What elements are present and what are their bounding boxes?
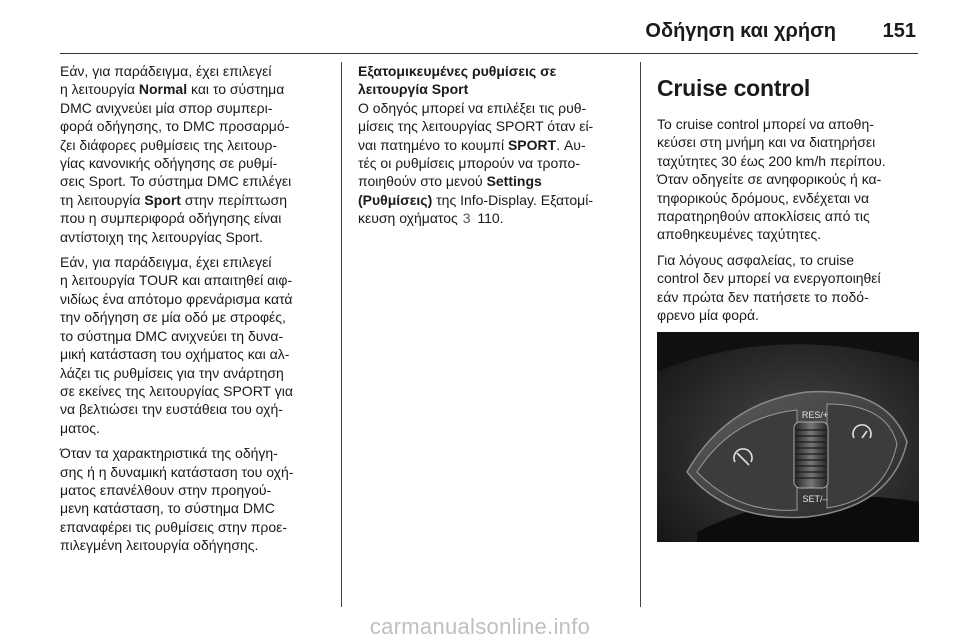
paragraph-cruise-intro [657, 115, 919, 244]
text-line: αποθηκευμένες ταχύτητες. [657, 226, 822, 243]
page-reference-icon: 3 [462, 210, 471, 227]
keyword-normal: Normal [138, 81, 188, 98]
keyword-settings: Settings [486, 173, 542, 190]
keyword-sport: Sport [144, 191, 181, 208]
text-line: να βελτιώσει την ευστάθεια του οχή- [60, 401, 283, 418]
text-line: τηφορικούς δρόμους, ενδέχεται να [657, 189, 870, 206]
text-line: φορά οδήγησης, το DMC προσαρμό- [60, 118, 290, 135]
text-line: ματος επανέλθουν στην προηγού- [60, 481, 272, 498]
paragraph-dmc-restore [60, 444, 332, 554]
text-line: τη λειτουργία Sport στην περίπτωση [60, 191, 288, 208]
column-divider-1 [341, 62, 342, 607]
text-line: Εάν, για παράδειγμα, έχει επιλεγεί [60, 254, 272, 271]
text-line: Εάν, για παράδειγμα, έχει επιλεγεί [60, 63, 272, 79]
text-line: μική κατάσταση του οχήματος και αλ- [60, 346, 290, 363]
text-line: ματος. [60, 419, 100, 436]
header-divider [60, 53, 918, 54]
text-line: σης ή η δυναμική κατάσταση του οχή- [60, 463, 294, 480]
text-line: η λειτουργία Normal και το σύστημα [60, 81, 285, 98]
text-line: Ο οδηγός μπορεί να επιλέξει τις ρυθ- [358, 99, 587, 116]
text-line: τές οι ρυθμίσεις μπορούν να τροπο- [358, 155, 580, 172]
paragraph-sport-settings [358, 99, 630, 228]
text-line: ναι πατημένο το κουμπί SPORT. Αυ- [358, 136, 586, 153]
keyword-sport-button: SPORT [507, 136, 557, 153]
text-line: ποιηθούν στο μενού Settings [358, 173, 542, 190]
text-line: DMC ανιχνεύει μία σπορ συμπερι- [60, 99, 273, 116]
text-line: φρενο μία φορά. [657, 307, 759, 324]
text-line: σεις Sport. Το σύστημα DMC επιλέγει [60, 173, 292, 190]
text-line: αντίστοιχη της λειτουργίας Sport. [60, 228, 263, 245]
text-line: Όταν τα χαρακτηριστικά της οδήγη- [60, 445, 278, 462]
page-number: 151 [882, 20, 916, 42]
watermark: carmanualsonline.info [369, 614, 591, 639]
page-header [0, 12, 960, 52]
page-title: Οδήγηση και χρήση [645, 20, 836, 42]
steering-wheel-illustration [657, 332, 919, 542]
column-middle [358, 62, 630, 235]
column-left [60, 62, 332, 562]
text-line: μενη κατάσταση, το σύστημα DMC [60, 500, 275, 517]
column-divider-2 [640, 62, 641, 607]
text-line: εάν πρώτα δεν πατήσετε το ποδό- [657, 288, 869, 305]
button-set-label: SET/– [802, 494, 828, 504]
column-right [657, 62, 919, 331]
text-line: Όταν οδηγείτε σε ανηφορικούς ή κα- [657, 171, 882, 188]
text-line: κευση οχήματος 3 110. [358, 210, 504, 227]
text-line: μίσεις της λειτουργίας SPORT όταν εί- [358, 118, 594, 135]
text-line: που η συμπεριφορά οδήγησης είναι [60, 210, 282, 227]
text-line: η λειτουργία TOUR και απαιτηθεί αιφ- [60, 272, 293, 289]
text-line: πιλεγμένη λειτουργία οδήγησης. [60, 537, 259, 554]
keyword-settings-greek: (Ρυθμίσεις) [358, 191, 433, 208]
paragraph-dmc-normal [60, 62, 332, 246]
text-line: control δεν μπορεί να ενεργοποιηθεί [657, 270, 881, 287]
text-line: γίας κανονικής οδήγησης σε ρυθμί- [60, 155, 278, 172]
chapter-heading-cruise-control: Cruise control [657, 75, 811, 101]
text-line: την οδήγηση σε μία οδό με στροφές, [60, 309, 286, 326]
text-line: λάζει τις ρυθμίσεις για την ανάρτηση [60, 364, 284, 381]
section-heading-sport-settings: Εξατομικευμένες ρυθμίσεις σε λειτουργία Sport [358, 63, 557, 98]
text-line: παρατηρηθούν αποκλίσεις από τις [657, 208, 870, 225]
text-line: το σύστημα DMC ανιχνεύει τη δυνα- [60, 327, 284, 344]
text-line: νιδίως ένα απότομο φρενάρισμα κατά [60, 290, 293, 307]
text-line: Για λόγους ασφαλείας, το cruise [657, 251, 855, 268]
text-line: (Ρυθμίσεις) της Info-Display. Εξατομί- [358, 191, 594, 208]
text-line: επαναφέρει τις ρυθμίσεις στην προε- [60, 518, 288, 535]
button-res-label: RES/+ [801, 410, 829, 420]
text-line: Το cruise control μπορεί να αποθη- [657, 116, 874, 132]
paragraph-cruise-safety [657, 251, 919, 325]
text-line: ζει διάφορες ρυθμίσεις της λειτουρ- [60, 136, 278, 153]
text-line: σε εκείνες της λειτουργίας SPORT για [60, 382, 293, 399]
steering-wheel-cruise-control-photo [657, 332, 919, 542]
text-line: ταχύτητες 30 έως 200 km/h περίπου. [657, 152, 886, 169]
text-line: κεύσει στη μνήμη και να διατηρήσει [657, 134, 876, 151]
paragraph-dmc-tour [60, 253, 332, 437]
